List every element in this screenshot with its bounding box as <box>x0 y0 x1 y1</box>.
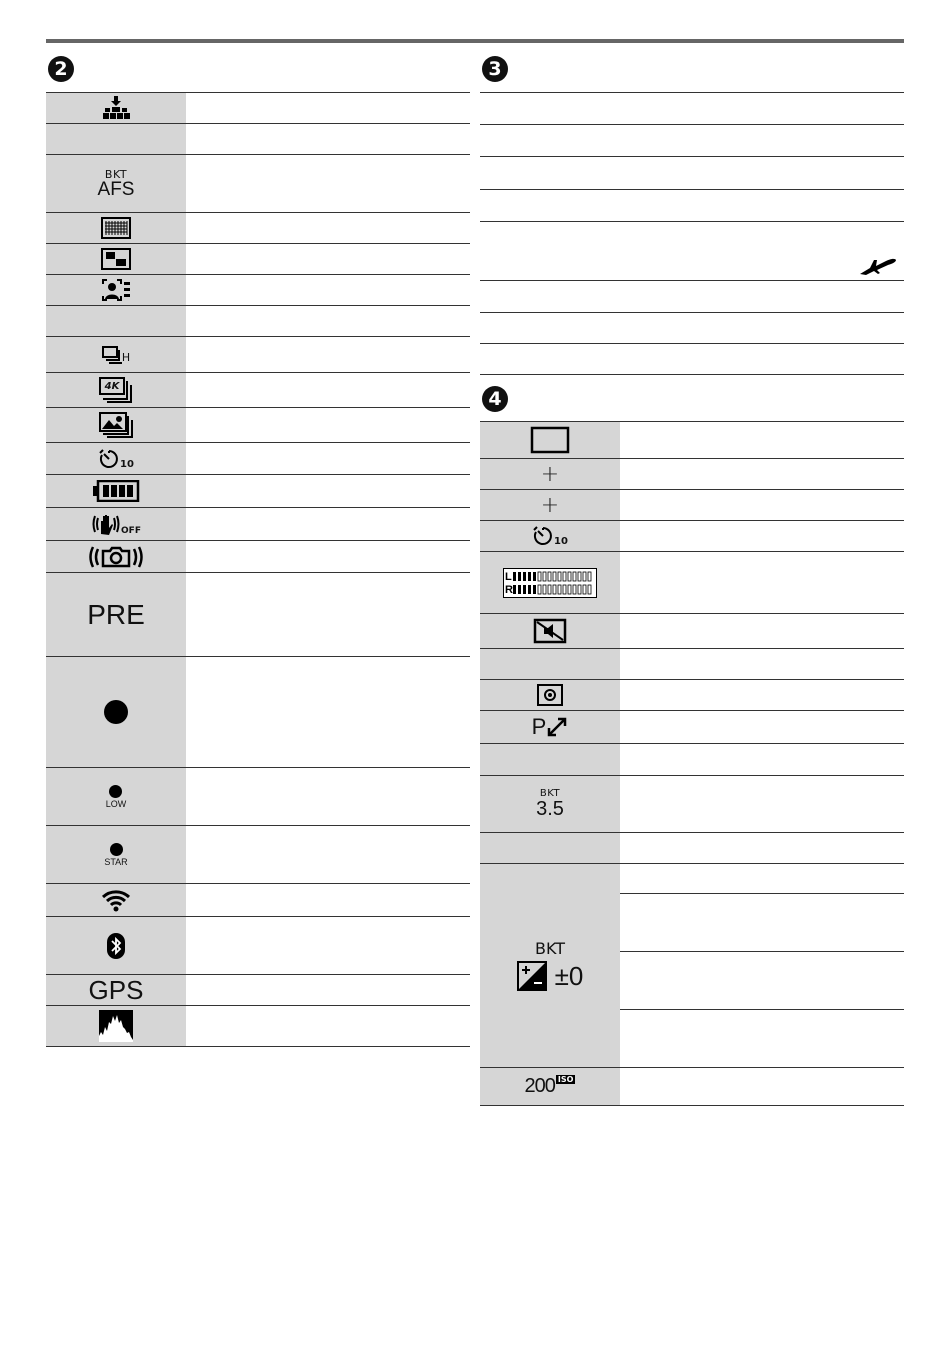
recording-dot-icon <box>104 700 128 724</box>
svg-text:L: L <box>505 570 512 583</box>
table-row <box>480 222 904 281</box>
af-frame-icon <box>530 426 570 454</box>
multi-area-af-icon <box>101 217 131 239</box>
table-row <box>46 657 470 768</box>
table-row <box>46 244 470 275</box>
section-3-number: 3 <box>482 56 508 82</box>
top-rule <box>46 39 904 43</box>
stepped-grid-icon <box>101 96 131 120</box>
exposure-bracket-icon <box>517 938 584 991</box>
table-row <box>480 614 904 649</box>
table-row <box>480 459 904 490</box>
table-row <box>46 92 470 124</box>
table-row <box>46 124 470 155</box>
wifi-icon <box>101 888 131 912</box>
table-row <box>46 475 470 508</box>
metering-mode-icon <box>536 683 564 707</box>
table-row <box>46 573 470 657</box>
table-row <box>480 92 904 125</box>
table-row <box>480 313 904 344</box>
table-row <box>46 541 470 573</box>
table-row <box>480 711 904 744</box>
focus-bracket-afs-icon <box>98 169 135 199</box>
aperture-value: 3.5 <box>536 798 564 820</box>
table-row <box>480 490 904 521</box>
crosshair-icon: + <box>540 492 560 518</box>
iso-sensitivity-icon <box>525 1075 576 1098</box>
iso-value: 200 <box>524 1075 555 1097</box>
self-timer-icon <box>532 525 568 547</box>
section-2-table <box>46 92 470 1047</box>
bkt-label: BKT <box>539 788 561 799</box>
crosshair-icon: + <box>540 461 560 487</box>
face-detection-icon <box>101 278 131 302</box>
pre-burst-label: PRE <box>87 598 145 630</box>
table-row <box>46 1006 470 1047</box>
image-stabilizer-icon <box>88 544 144 570</box>
timer-seconds-label: 10 <box>120 458 134 470</box>
table-row <box>480 552 904 614</box>
program-shift-icon <box>532 714 569 740</box>
section-3-list <box>480 92 904 375</box>
table-row <box>46 975 470 1006</box>
battery-icon <box>92 480 140 502</box>
table-row <box>480 744 904 776</box>
4k-label: 4K <box>104 380 120 392</box>
gps-label: GPS <box>88 974 144 1005</box>
afs-label: AFS <box>97 178 135 200</box>
audio-level-meter-icon <box>503 568 597 598</box>
post-focus-icon <box>99 412 133 438</box>
section-4-table <box>480 421 904 1106</box>
burst-high-icon <box>102 346 130 364</box>
table-row <box>480 190 904 222</box>
4k-photo-icon <box>99 377 133 403</box>
section-2-number: 2 <box>48 56 74 82</box>
section-4-number: 4 <box>482 386 508 412</box>
table-row <box>46 917 470 975</box>
table-row <box>46 337 470 373</box>
sub-row <box>620 894 904 952</box>
table-row <box>480 344 904 375</box>
table-row <box>46 768 470 826</box>
table-row <box>46 884 470 917</box>
table-row <box>46 155 470 213</box>
table-row <box>46 373 470 408</box>
table-row <box>480 776 904 833</box>
table-row <box>46 213 470 244</box>
table-row <box>480 157 904 190</box>
table-row <box>46 508 470 541</box>
bluetooth-icon <box>106 932 126 960</box>
program-label: P <box>531 714 547 739</box>
bkt-label: BKT <box>104 167 128 181</box>
table-row <box>480 649 904 680</box>
low-label: LOW <box>105 798 127 809</box>
table-row <box>46 443 470 475</box>
exposure-value: ±0 <box>554 960 584 991</box>
picture-in-picture-icon <box>101 248 131 270</box>
bkt-label: BKT <box>534 938 565 958</box>
table-row <box>480 521 904 552</box>
sub-row <box>620 1010 904 1067</box>
table-row <box>46 275 470 306</box>
shake-warning-off-icon <box>91 512 141 536</box>
high-speed-label: H <box>121 350 131 364</box>
svg-text:R: R <box>505 583 513 596</box>
star-recording-icon <box>104 843 127 867</box>
airplane-icon <box>858 254 896 276</box>
histogram-icon <box>99 1010 133 1042</box>
table-row <box>480 421 904 459</box>
table-row <box>46 408 470 443</box>
table-row <box>46 306 470 337</box>
iso-tag: ISO <box>557 1075 574 1084</box>
table-row <box>480 864 904 1068</box>
table-row <box>480 1068 904 1106</box>
table-row <box>46 826 470 884</box>
exposure-compensation-icon <box>517 961 547 991</box>
mute-icon <box>533 618 567 644</box>
low-recording-icon <box>106 785 127 809</box>
table-row <box>480 281 904 313</box>
aperture-bracket-icon <box>536 789 564 819</box>
timer-seconds-label: 10 <box>554 536 568 547</box>
sub-row <box>620 864 904 894</box>
off-label: OFF <box>121 526 141 536</box>
star-label: STAR <box>104 856 128 867</box>
table-row <box>480 680 904 711</box>
table-row <box>480 833 904 864</box>
sub-row <box>620 952 904 1010</box>
self-timer-icon <box>98 448 134 470</box>
table-row <box>480 125 904 157</box>
